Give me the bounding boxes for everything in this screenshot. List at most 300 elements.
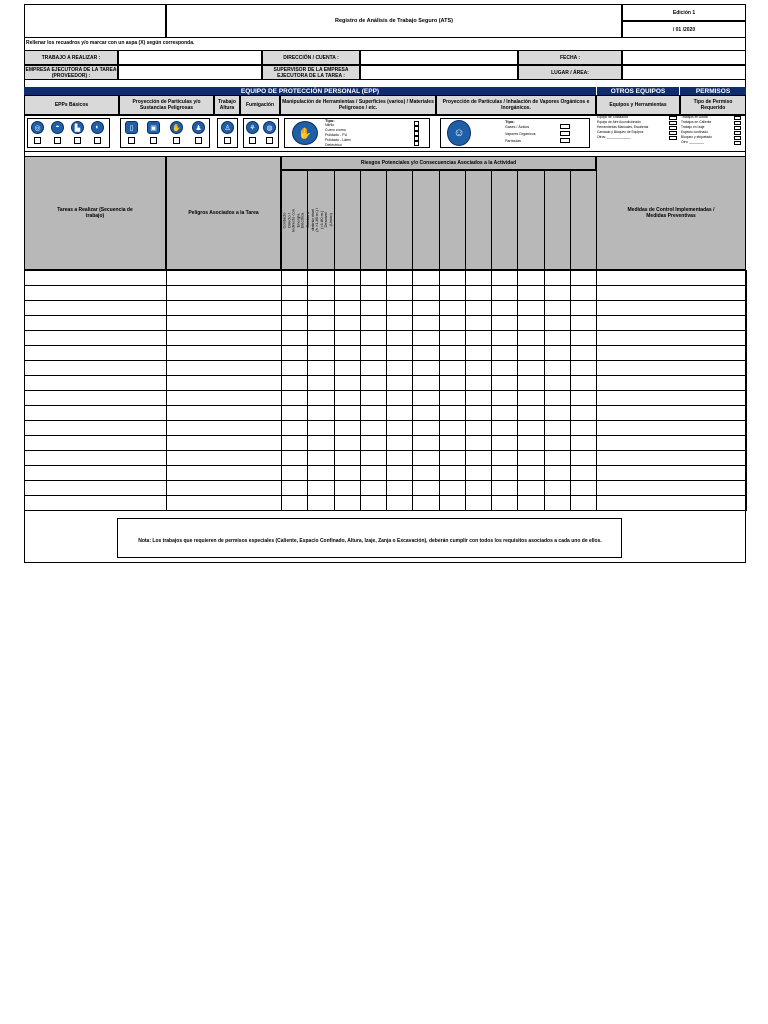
riesgo-cell[interactable] [307, 495, 334, 511]
riesgo-cell[interactable] [386, 420, 413, 436]
riesgo-cell[interactable] [360, 345, 387, 361]
fecha-field[interactable] [622, 50, 746, 65]
riesgo-cell[interactable] [465, 465, 492, 481]
riesgo-cell[interactable] [465, 450, 492, 466]
permiso-checkbox-3[interactable] [734, 126, 741, 130]
supervisor-field[interactable] [360, 65, 518, 80]
basicos-checkbox-1[interactable] [34, 137, 41, 144]
peligro-cell[interactable] [166, 450, 282, 466]
table-row [24, 375, 746, 390]
riesgo-cell[interactable] [307, 465, 334, 481]
respirador-checkbox-3[interactable] [560, 138, 570, 143]
riesgo-cell[interactable] [412, 300, 439, 316]
medida-cell[interactable] [596, 450, 747, 466]
riesgo-cell[interactable] [281, 405, 308, 421]
peligro-cell[interactable] [166, 465, 282, 481]
riesgo-cell[interactable] [517, 450, 544, 466]
riesgo-cell[interactable] [281, 450, 308, 466]
riesgo-2-label [307, 170, 333, 270]
riesgo-cell[interactable] [334, 390, 361, 406]
riesgo-cell[interactable] [544, 345, 571, 361]
otros-equipos-checkbox-1[interactable] [669, 116, 677, 120]
riesgo-cell[interactable] [386, 360, 413, 376]
riesgo-cell[interactable] [544, 360, 571, 376]
peligro-cell[interactable] [166, 495, 282, 511]
tarea-cell[interactable] [24, 420, 167, 436]
riesgo-cell[interactable] [412, 345, 439, 361]
riesgo-cell[interactable] [570, 315, 597, 331]
medida-cell[interactable] [596, 495, 747, 511]
riesgo-cell[interactable] [386, 270, 413, 286]
riesgo-cell[interactable] [517, 420, 544, 436]
riesgo-cell[interactable] [386, 375, 413, 391]
tarea-cell[interactable] [24, 465, 167, 481]
otros-equipos-item-3: Herramientas Manuales, Escaleras [597, 125, 649, 129]
riesgo-cell[interactable] [360, 480, 387, 496]
table-row [24, 345, 746, 360]
peligro-cell[interactable] [166, 375, 282, 391]
riesgo-cell[interactable] [281, 315, 308, 331]
riesgo-cell[interactable] [360, 465, 387, 481]
riesgo-cell[interactable] [360, 300, 387, 316]
riesgo-cell[interactable] [544, 450, 571, 466]
riesgo-cell[interactable] [360, 360, 387, 376]
riesgo-cell[interactable] [334, 345, 361, 361]
tarea-cell[interactable] [24, 405, 167, 421]
riesgo-cell[interactable] [360, 285, 387, 301]
riesgo-cell[interactable] [412, 270, 439, 286]
riesgo-cell[interactable] [307, 270, 334, 286]
riesgo-cell[interactable] [334, 420, 361, 436]
proyeccion-checkbox-2[interactable] [150, 137, 157, 144]
riesgo-cell[interactable] [281, 435, 308, 451]
medida-cell[interactable] [596, 420, 747, 436]
riesgo-cell[interactable] [570, 390, 597, 406]
riesgo-cell[interactable] [465, 315, 492, 331]
riesgo-cell[interactable] [307, 405, 334, 421]
riesgo-column-header[interactable] [465, 170, 492, 270]
riesgo-cell[interactable] [439, 480, 466, 496]
riesgo-cell[interactable] [307, 285, 334, 301]
riesgo-cell[interactable] [491, 405, 518, 421]
riesgo-column-header[interactable] [386, 170, 413, 270]
riesgo-column-header[interactable] [334, 170, 361, 270]
riesgo-cell[interactable] [439, 345, 466, 361]
riesgo-cell[interactable] [334, 285, 361, 301]
riesgo-cell[interactable] [439, 405, 466, 421]
riesgo-cell[interactable] [439, 285, 466, 301]
riesgo-cell[interactable] [517, 300, 544, 316]
guantes-item-2: Cuero cromo [325, 128, 346, 132]
riesgo-cell[interactable] [465, 270, 492, 286]
riesgo-cell[interactable] [412, 450, 439, 466]
riesgo-cell[interactable] [334, 405, 361, 421]
tarea-cell[interactable] [24, 285, 167, 301]
otros-equipos-item-4: Candado y Bloqueo de Equipos [597, 130, 644, 134]
riesgo-cell[interactable] [439, 450, 466, 466]
riesgo-cell[interactable] [491, 390, 518, 406]
otros-equipos-item-5: Otros: _____________ [597, 135, 631, 139]
riesgo-cell[interactable] [386, 405, 413, 421]
basicos-checkbox-3[interactable] [74, 137, 81, 144]
riesgo-cell[interactable] [439, 270, 466, 286]
proyeccion-checkbox-3[interactable] [173, 137, 180, 144]
tarea-cell[interactable] [24, 375, 167, 391]
riesgo-cell[interactable] [465, 480, 492, 496]
medida-cell[interactable] [596, 315, 747, 331]
riesgo-cell[interactable] [386, 285, 413, 301]
tarea-cell[interactable] [24, 495, 167, 511]
riesgo-cell[interactable] [360, 420, 387, 436]
basicos-checkbox-2[interactable] [54, 137, 61, 144]
riesgo-cell[interactable] [465, 330, 492, 346]
riesgo-cell[interactable] [439, 465, 466, 481]
logo-box [24, 4, 166, 38]
riesgo-cell[interactable] [360, 450, 387, 466]
riesgo-cell[interactable] [281, 390, 308, 406]
riesgo-cell[interactable] [544, 285, 571, 301]
riesgo-cell[interactable] [491, 450, 518, 466]
riesgo-cell[interactable] [334, 495, 361, 511]
otros-bar: OTROS EQUIPOS [597, 87, 679, 95]
riesgo-cell[interactable] [570, 330, 597, 346]
riesgo-cell[interactable] [544, 390, 571, 406]
riesgo-cell[interactable] [491, 285, 518, 301]
riesgo-cell[interactable] [360, 390, 387, 406]
respirador-checkbox-2[interactable] [560, 131, 570, 136]
tarea-cell[interactable] [24, 450, 167, 466]
riesgo-column-header[interactable] [360, 170, 387, 270]
riesgo-cell[interactable] [281, 360, 308, 376]
permiso-checkbox-4[interactable] [734, 131, 741, 135]
riesgo-cell[interactable] [386, 390, 413, 406]
riesgo-cell[interactable] [517, 270, 544, 286]
riesgo-cell[interactable] [281, 330, 308, 346]
riesgo-cell[interactable] [412, 420, 439, 436]
riesgo-cell[interactable] [491, 315, 518, 331]
medida-cell[interactable] [596, 405, 747, 421]
riesgo-cell[interactable] [334, 480, 361, 496]
riesgo-cell[interactable] [491, 300, 518, 316]
trabajo-label: TRABAJO A REALIZAR : [24, 50, 118, 65]
riesgo-cell[interactable] [570, 285, 597, 301]
table-row [24, 330, 746, 345]
riesgo-cell[interactable] [544, 405, 571, 421]
riesgo-cell[interactable] [334, 300, 361, 316]
riesgo-cell[interactable] [465, 405, 492, 421]
riesgo-cell[interactable] [307, 315, 334, 331]
riesgo-cell[interactable] [465, 495, 492, 511]
altura-checkbox[interactable] [224, 137, 231, 144]
riesgo-cell[interactable] [491, 270, 518, 286]
otros-equipos-checkbox-2[interactable] [669, 121, 677, 125]
basicos-checkbox-4[interactable] [94, 137, 101, 144]
riesgo-cell[interactable] [281, 270, 308, 286]
riesgo-cell[interactable] [491, 330, 518, 346]
riesgo-cell[interactable] [307, 480, 334, 496]
riesgo-cell[interactable] [360, 270, 387, 286]
riesgo-cell[interactable] [334, 450, 361, 466]
riesgo-cell[interactable] [570, 270, 597, 286]
riesgo-cell[interactable] [412, 495, 439, 511]
medida-cell[interactable] [596, 270, 747, 286]
riesgo-cell[interactable] [360, 405, 387, 421]
otros-equipos-checkbox-5[interactable] [669, 136, 677, 140]
empresa-field[interactable] [118, 65, 262, 80]
riesgo-cell[interactable] [439, 495, 466, 511]
riesgo-cell[interactable] [412, 405, 439, 421]
riesgo-cell[interactable] [544, 480, 571, 496]
riesgo-cell[interactable] [412, 285, 439, 301]
medida-cell[interactable] [596, 390, 747, 406]
riesgo-cell[interactable] [281, 375, 308, 391]
riesgo-cell[interactable] [307, 420, 334, 436]
riesgo-cell[interactable] [334, 270, 361, 286]
riesgo-cell[interactable] [386, 300, 413, 316]
riesgo-cell[interactable] [570, 420, 597, 436]
fumigacion-checkbox-2[interactable] [266, 137, 273, 144]
riesgo-cell[interactable] [570, 375, 597, 391]
medida-cell[interactable] [596, 330, 747, 346]
medida-cell[interactable] [596, 360, 747, 376]
riesgo-column-header[interactable] [412, 170, 439, 270]
riesgo-cell[interactable] [360, 495, 387, 511]
riesgo-cell[interactable] [465, 390, 492, 406]
proyeccion-checkbox-4[interactable] [195, 137, 202, 144]
riesgo-cell[interactable] [307, 360, 334, 376]
trabajo-field[interactable] [118, 50, 262, 65]
riesgo-cell[interactable] [412, 330, 439, 346]
riesgo-cell[interactable] [570, 465, 597, 481]
riesgo-cell[interactable] [544, 435, 571, 451]
riesgo-cell[interactable] [360, 315, 387, 331]
riesgo-cell[interactable] [307, 300, 334, 316]
riesgo-cell[interactable] [386, 450, 413, 466]
riesgo-cell[interactable] [491, 345, 518, 361]
riesgo-cell[interactable] [544, 465, 571, 481]
riesgo-cell[interactable] [439, 435, 466, 451]
riesgo-cell[interactable] [491, 465, 518, 481]
medida-cell[interactable] [596, 300, 747, 316]
riesgo-cell[interactable] [281, 285, 308, 301]
riesgo-cell[interactable] [517, 330, 544, 346]
riesgo-cell[interactable] [544, 495, 571, 511]
riesgo-cell[interactable] [544, 315, 571, 331]
riesgo-cell[interactable] [439, 420, 466, 436]
riesgo-cell[interactable] [334, 435, 361, 451]
riesgo-cell[interactable] [517, 405, 544, 421]
riesgo-cell[interactable] [570, 495, 597, 511]
riesgo-cell[interactable] [281, 495, 308, 511]
tarea-cell[interactable] [24, 300, 167, 316]
direccion-field[interactable] [360, 50, 518, 65]
riesgo-cell[interactable] [517, 435, 544, 451]
riesgo-cell[interactable] [517, 480, 544, 496]
riesgo-cell[interactable] [439, 300, 466, 316]
riesgo-1-text: Contacto Directo / Indirecto con Energía Eléctrica [281, 208, 305, 232]
table-row [24, 270, 746, 285]
permiso-checkbox-1[interactable] [734, 116, 741, 120]
table-row [24, 465, 746, 480]
riesgo-cell[interactable] [386, 465, 413, 481]
peligro-cell[interactable] [166, 300, 282, 316]
riesgo-cell[interactable] [439, 315, 466, 331]
riesgo-cell[interactable] [412, 315, 439, 331]
medida-cell[interactable] [596, 480, 747, 496]
riesgo-cell[interactable] [307, 330, 334, 346]
riesgo-cell[interactable] [281, 420, 308, 436]
otros-equipos-checkbox-4[interactable] [669, 131, 677, 135]
tarea-cell[interactable] [24, 480, 167, 496]
riesgo-cell[interactable] [517, 345, 544, 361]
riesgo-column-header[interactable] [439, 170, 466, 270]
riesgo-cell[interactable] [465, 420, 492, 436]
riesgo-column-header[interactable] [570, 170, 597, 270]
peligro-cell[interactable] [166, 270, 282, 286]
medida-cell[interactable] [596, 435, 747, 451]
peligro-cell[interactable] [166, 435, 282, 451]
riesgo-cell[interactable] [412, 375, 439, 391]
riesgo-cell[interactable] [386, 330, 413, 346]
riesgo-cell[interactable] [307, 345, 334, 361]
riesgo-cell[interactable] [386, 495, 413, 511]
peligro-cell[interactable] [166, 480, 282, 496]
riesgo-cell[interactable] [334, 360, 361, 376]
riesgo-column-header[interactable] [517, 170, 544, 270]
riesgo-cell[interactable] [517, 495, 544, 511]
riesgo-cell[interactable] [491, 435, 518, 451]
riesgo-cell[interactable] [570, 345, 597, 361]
respirador-checkbox-1[interactable] [560, 124, 570, 129]
riesgo-cell[interactable] [281, 480, 308, 496]
riesgo-cell[interactable] [544, 375, 571, 391]
riesgo-cell[interactable] [570, 405, 597, 421]
riesgo-cell[interactable] [491, 420, 518, 436]
riesgo-cell[interactable] [517, 285, 544, 301]
riesgo-cell[interactable] [439, 330, 466, 346]
riesgo-cell[interactable] [281, 465, 308, 481]
medida-cell[interactable] [596, 465, 747, 481]
table-row [24, 360, 746, 375]
riesgo-cell[interactable] [439, 390, 466, 406]
riesgo-cell[interactable] [544, 420, 571, 436]
riesgo-cell[interactable] [465, 300, 492, 316]
riesgo-cell[interactable] [386, 435, 413, 451]
riesgo-cell[interactable] [386, 345, 413, 361]
riesgo-cell[interactable] [544, 330, 571, 346]
goggles-icon: ◎ [31, 121, 44, 134]
peligro-cell[interactable] [166, 360, 282, 376]
riesgo-cell[interactable] [334, 315, 361, 331]
fumigacion-checkbox-1[interactable] [249, 137, 256, 144]
peligro-cell[interactable] [166, 315, 282, 331]
tarea-cell[interactable] [24, 360, 167, 376]
riesgo-cell[interactable] [570, 300, 597, 316]
otros-equipos-checkbox-3[interactable] [669, 126, 677, 130]
peligro-cell[interactable] [166, 420, 282, 436]
riesgo-cell[interactable] [491, 375, 518, 391]
peligro-cell[interactable] [166, 285, 282, 301]
riesgo-cell[interactable] [517, 375, 544, 391]
riesgo-cell[interactable] [360, 330, 387, 346]
riesgo-cell[interactable] [439, 375, 466, 391]
peligro-cell[interactable] [166, 330, 282, 346]
riesgo-cell[interactable] [544, 270, 571, 286]
tarea-cell[interactable] [24, 330, 167, 346]
riesgo-cell[interactable] [465, 345, 492, 361]
riesgo-cell[interactable] [412, 465, 439, 481]
guantes-checkbox-5[interactable] [414, 141, 419, 146]
riesgo-cell[interactable] [491, 480, 518, 496]
peligro-cell[interactable] [166, 405, 282, 421]
riesgo-cell[interactable] [386, 315, 413, 331]
riesgo-cell[interactable] [570, 450, 597, 466]
riesgo-cell[interactable] [465, 375, 492, 391]
riesgo-cell[interactable] [386, 480, 413, 496]
riesgo-cell[interactable] [307, 390, 334, 406]
riesgo-cell[interactable] [281, 345, 308, 361]
riesgo-cell[interactable] [570, 435, 597, 451]
riesgo-cell[interactable] [544, 300, 571, 316]
riesgo-cell[interactable] [439, 360, 466, 376]
riesgo-cell[interactable] [465, 360, 492, 376]
riesgo-cell[interactable] [491, 360, 518, 376]
lugar-field[interactable] [622, 65, 746, 80]
riesgo-cell[interactable] [360, 435, 387, 451]
riesgo-cell[interactable] [307, 375, 334, 391]
riesgo-cell[interactable] [465, 285, 492, 301]
riesgo-cell[interactable] [517, 465, 544, 481]
tarea-cell[interactable] [24, 435, 167, 451]
riesgo-column-header[interactable] [491, 170, 518, 270]
medida-cell[interactable] [596, 345, 747, 361]
peligro-cell[interactable] [166, 390, 282, 406]
medida-cell[interactable] [596, 375, 747, 391]
medida-cell[interactable] [596, 285, 747, 301]
proyeccion-checkbox-1[interactable] [128, 137, 135, 144]
riesgo-cell[interactable] [465, 435, 492, 451]
riesgo-cell[interactable] [517, 315, 544, 331]
tarea-cell[interactable] [24, 390, 167, 406]
riesgo-cell[interactable] [412, 360, 439, 376]
riesgo-cell[interactable] [570, 360, 597, 376]
riesgo-cell[interactable] [307, 435, 334, 451]
riesgo-cell[interactable] [307, 450, 334, 466]
riesgo-cell[interactable] [570, 480, 597, 496]
riesgo-cell[interactable] [281, 300, 308, 316]
riesgo-cell[interactable] [334, 375, 361, 391]
riesgo-cell[interactable] [517, 360, 544, 376]
riesgo-cell[interactable] [334, 330, 361, 346]
peligro-cell[interactable] [166, 345, 282, 361]
permiso-checkbox-6[interactable] [734, 141, 741, 145]
tarea-cell[interactable] [24, 270, 167, 286]
riesgo-cell[interactable] [412, 435, 439, 451]
riesgo-cell[interactable] [491, 495, 518, 511]
epp-bar: EQUIPO DE PROTECCIÓN PERSONAL (EPP) [24, 87, 596, 95]
edition-date: / 01 /2020 [622, 21, 746, 38]
riesgo-cell[interactable] [412, 480, 439, 496]
tarea-cell[interactable] [24, 315, 167, 331]
riesgo-column-header[interactable] [544, 170, 571, 270]
riesgo-cell[interactable] [517, 390, 544, 406]
permiso-checkbox-2[interactable] [734, 121, 741, 125]
riesgo-cell[interactable] [412, 390, 439, 406]
riesgo-cell[interactable] [334, 465, 361, 481]
tarea-cell[interactable] [24, 345, 167, 361]
riesgo-cell[interactable] [360, 375, 387, 391]
permiso-checkbox-5[interactable] [734, 136, 741, 140]
